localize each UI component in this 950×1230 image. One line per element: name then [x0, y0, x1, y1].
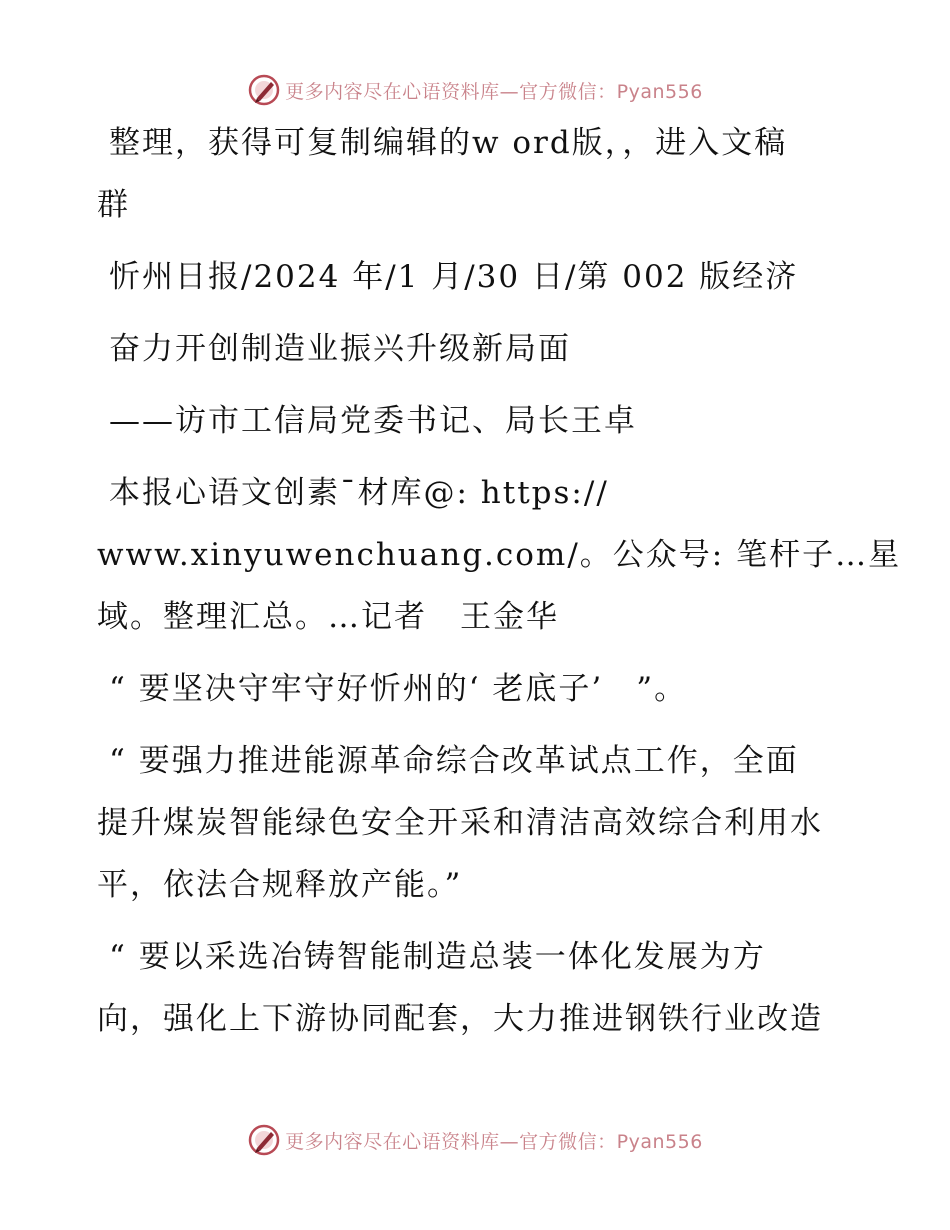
text-line: ——访市工信局党委书记、局长王卓 — [109, 403, 637, 439]
paragraph-quote-1 — [97, 658, 857, 720]
text-line: 整理，获得可复制编辑的w ord版，，进入文稿 — [109, 125, 788, 161]
paragraph-intro — [97, 112, 857, 236]
text-line: 平，依法合规释放产能。” — [97, 867, 463, 903]
paragraph-quote-2 — [97, 730, 857, 916]
text-line: 向，强化上下游协同配套，大力推进钢铁行业改造 — [97, 1001, 823, 1037]
text-line: www.xinyuwenchuang.com/。公众号: 笔杆子…星 — [97, 537, 902, 573]
pen-circle-logo-icon — [247, 73, 281, 107]
text-line: 奋力开创制造业振兴升级新局面 — [109, 331, 571, 367]
paragraph-quote-3 — [97, 926, 857, 1050]
document-body — [97, 112, 902, 1060]
watermark-text: 更多内容尽在心语资料库—官方微信：Pyan556 — [285, 80, 703, 103]
article-title — [97, 318, 857, 380]
pen-circle-logo-icon — [247, 1123, 281, 1157]
footer-watermark — [0, 1120, 950, 1160]
header-watermark — [0, 70, 950, 110]
text-line: 提升煤炭智能绿色安全开采和清洁高效综合利用水 — [97, 805, 823, 841]
paragraph-source — [97, 246, 857, 308]
article-subtitle — [97, 390, 857, 452]
watermark-text: 更多内容尽在心语资料库—官方微信：Pyan556 — [285, 1130, 703, 1153]
text-line: 群 — [97, 187, 130, 223]
text-line: 域。整理汇总。…记者 王金华 — [97, 599, 559, 635]
text-line: “ 要坚决守牢守好忻州的‘ 老底子’ ”。 — [109, 671, 688, 707]
text-line: “ 要以采选冶铸智能制造总装一体化发展为方 — [109, 939, 766, 975]
text-line: 忻州日报/2024 年/1 月/30 日/第 002 版经济 — [109, 259, 799, 295]
paragraph-byline — [97, 462, 902, 648]
text-line: “ 要强力推进能源革命综合改革试点工作，全面 — [109, 743, 799, 779]
text-line: 本报心语文创素¯材库@: https:// — [109, 475, 609, 511]
